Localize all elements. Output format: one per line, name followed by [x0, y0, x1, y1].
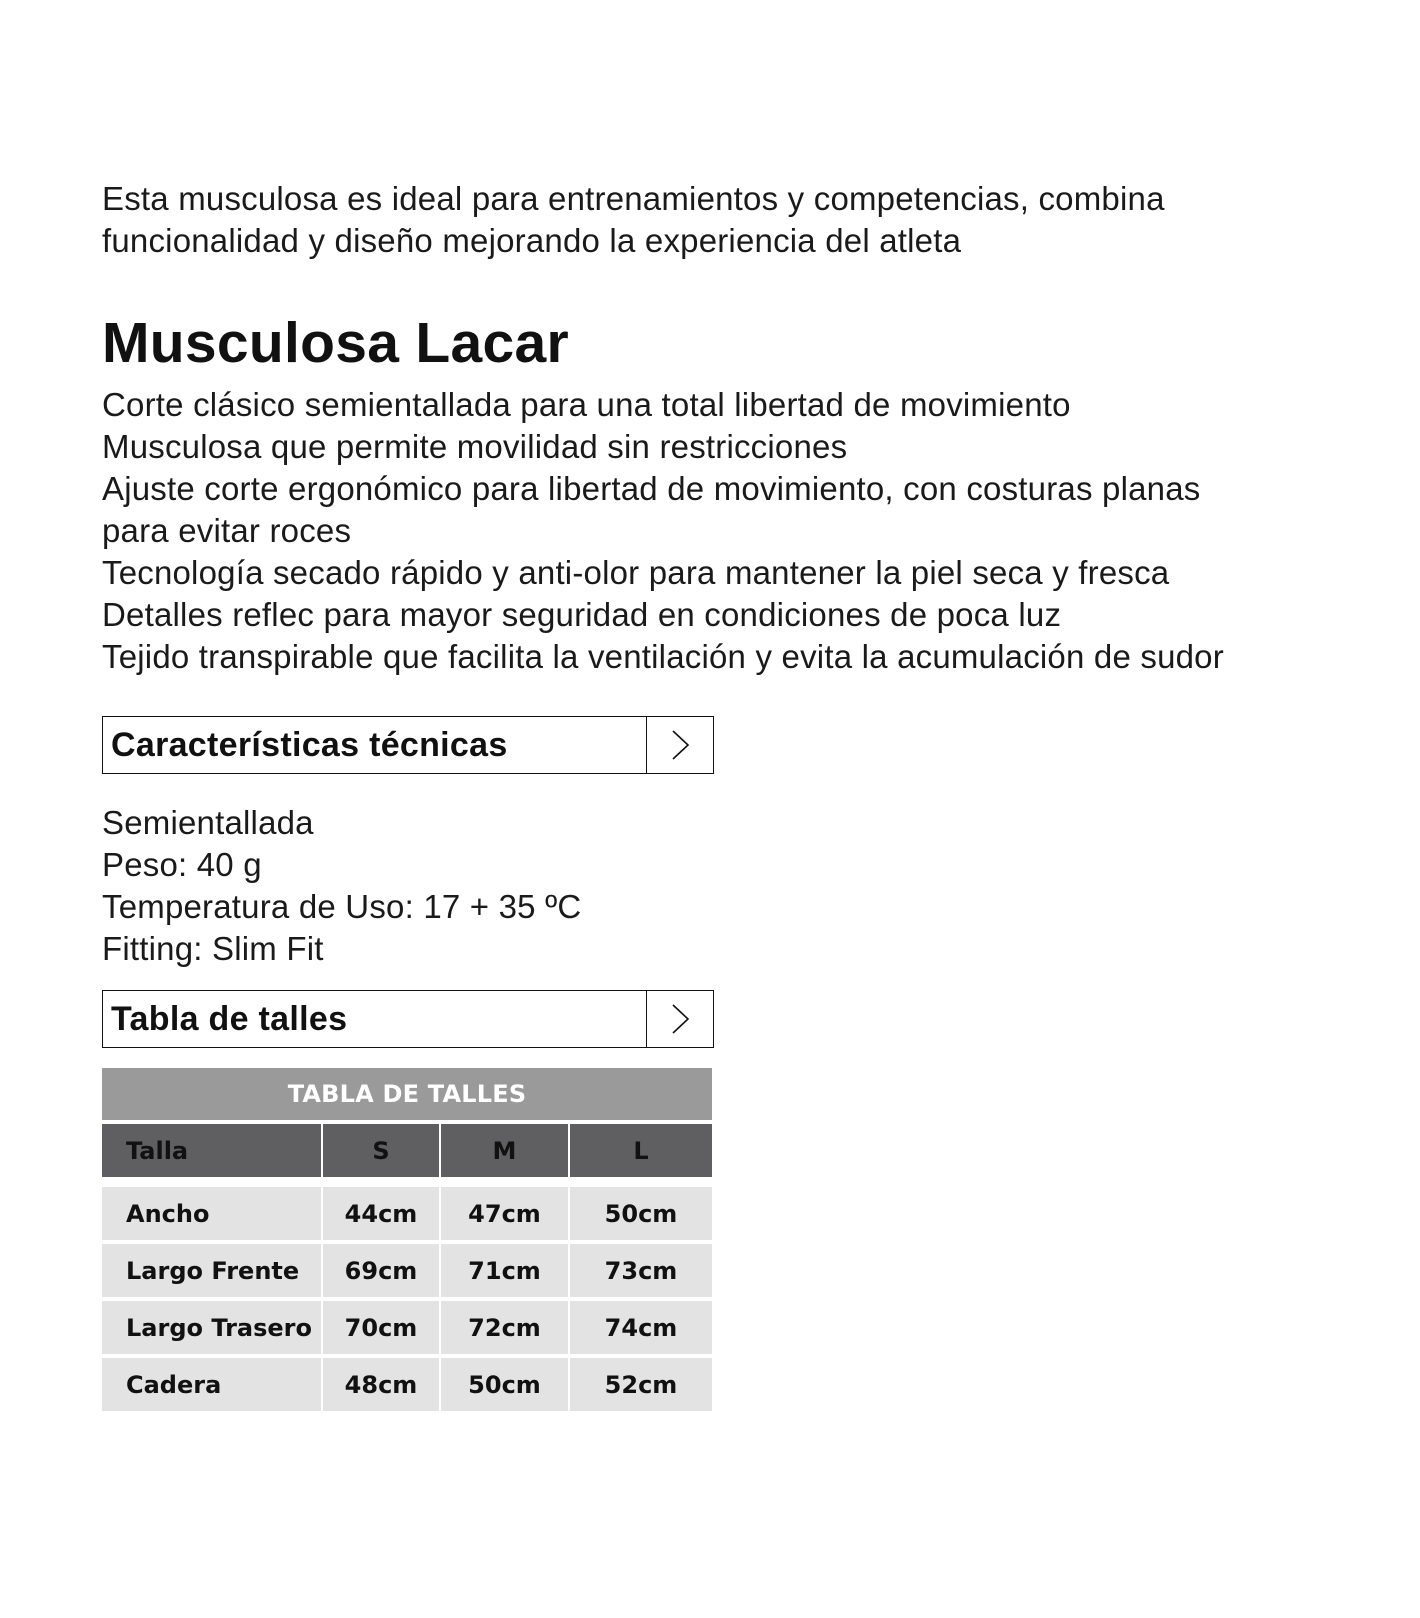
size-chart-accordion[interactable] [102, 990, 714, 1048]
feature-line: Corte clásico semientallada para una total libertad de movimiento [102, 386, 1071, 423]
feature-line: Detalles reflec para mayor seguridad en condiciones de poca luz [102, 596, 1062, 633]
feature-line: Tecnología secado rápido y anti-olor para mantener la piel seca y fresca [102, 554, 1170, 591]
table-cell: 73cm [604, 1256, 678, 1285]
technical-specs-accordion[interactable] [102, 716, 714, 774]
table-cell: 52cm [604, 1370, 678, 1399]
technical-specs-label: Características técnicas [111, 726, 508, 764]
feature-line: Ajuste corte ergonómico para libertad de movimiento, con costuras planas [102, 470, 1201, 507]
row-label: Cadera [102, 1358, 323, 1411]
features-list [102, 384, 1392, 678]
feature-line: Tejido transpirable que facilita la ventilación y evita la acumulación de sudor [102, 638, 1224, 675]
table-row [102, 1187, 712, 1240]
table-cell: 50cm [604, 1199, 678, 1228]
table-cell: 74cm [604, 1313, 678, 1342]
chevron-right-icon [669, 1003, 691, 1035]
technical-specs-list [102, 802, 1392, 970]
feature-line: Musculosa que permite movilidad sin restricciones [102, 428, 848, 465]
header-cell: L [633, 1136, 649, 1165]
technical-specs-toggle[interactable] [646, 717, 713, 773]
row-label: Largo Frente [102, 1244, 323, 1297]
spec-line: Peso: 40 g [102, 846, 262, 883]
product-title: Musculosa Lacar [102, 311, 570, 375]
size-table [102, 1068, 712, 1411]
row-label: Ancho [102, 1187, 323, 1240]
spec-line: Semientallada [102, 804, 314, 841]
header-cell: Talla [102, 1124, 323, 1177]
intro-text [102, 178, 1392, 262]
table-row [102, 1244, 712, 1297]
table-row [102, 1301, 712, 1354]
table-cell: 69cm [323, 1244, 441, 1297]
header-cell: S [323, 1124, 441, 1177]
table-row [102, 1358, 712, 1411]
table-cell: 70cm [323, 1301, 441, 1354]
intro-line: Esta musculosa es ideal para entrenamientos y competencias, combina [102, 180, 1165, 217]
table-cell: 48cm [323, 1358, 441, 1411]
spec-line: Fitting: Slim Fit [102, 930, 324, 967]
row-label: Largo Trasero [102, 1301, 323, 1354]
table-cell: 71cm [441, 1244, 570, 1297]
size-table-header [102, 1124, 712, 1177]
spec-line: Temperatura de Uso: 17 + 35 ºC [102, 888, 582, 925]
size-table-title: TABLA DE TALLES [102, 1068, 712, 1120]
table-cell: 72cm [441, 1301, 570, 1354]
size-chart-label: Tabla de talles [111, 1000, 348, 1038]
table-cell: 44cm [323, 1187, 441, 1240]
chevron-right-icon [669, 729, 691, 761]
product-description [102, 178, 1392, 1411]
table-cell: 47cm [441, 1187, 570, 1240]
size-chart-toggle[interactable] [646, 991, 713, 1047]
header-cell: M [441, 1124, 570, 1177]
feature-line: para evitar roces [102, 512, 352, 549]
table-cell: 50cm [441, 1358, 570, 1411]
intro-line: funcionalidad y diseño mejorando la experiencia del atleta [102, 222, 962, 259]
